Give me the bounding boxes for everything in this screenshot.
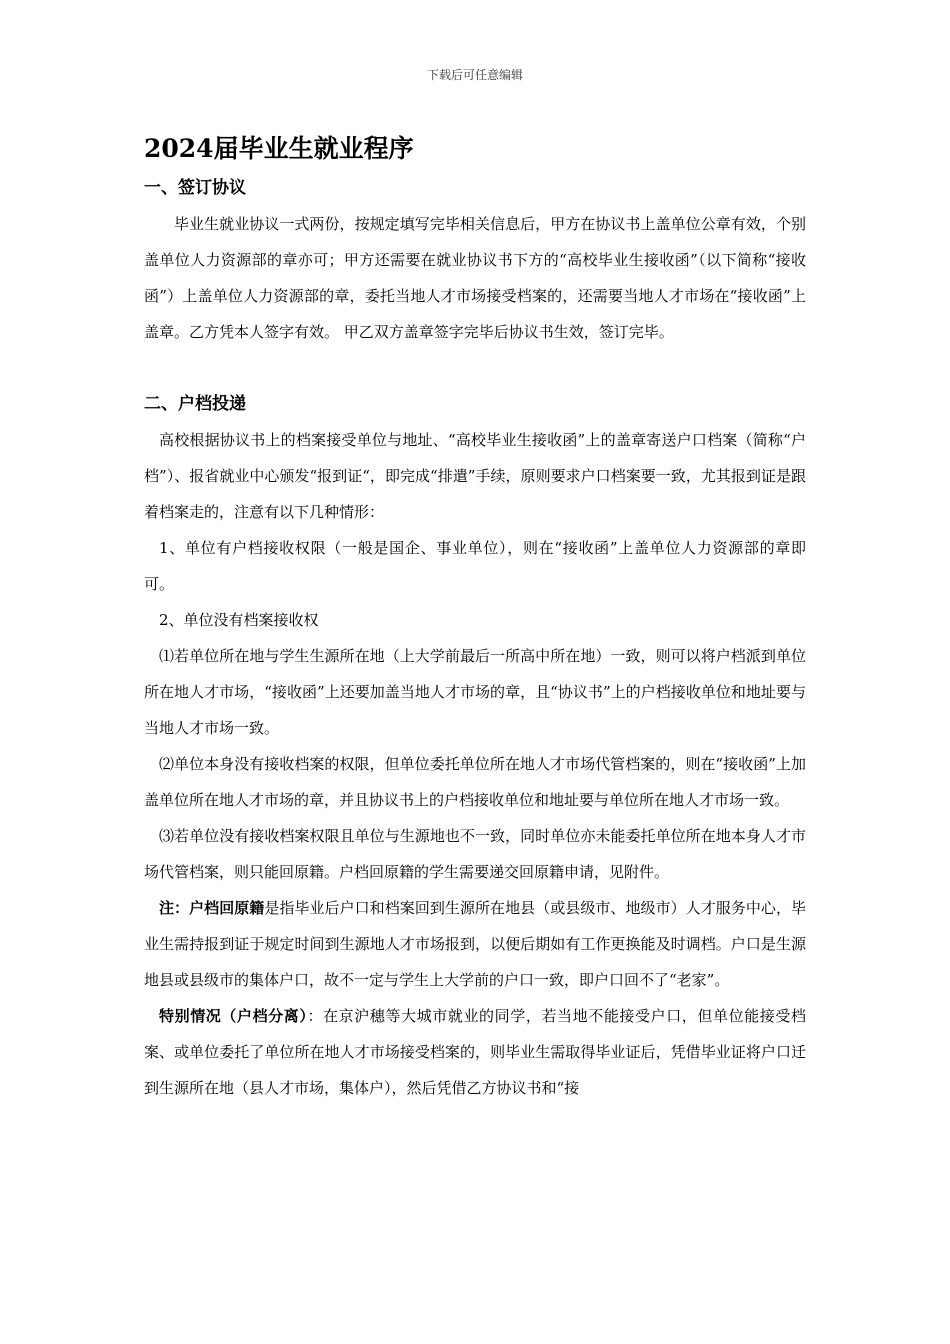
special-case-paragraph bbox=[144, 998, 806, 1106]
document-title: 2024届毕业生就业程序 bbox=[144, 134, 414, 163]
section-heading-file-delivery: 二、户档投递 bbox=[144, 394, 246, 414]
paragraph-sign-agreement: 毕业生就业协议一式两份，按规定填写完毕相关信息后，甲方在协议书上盖单位公章有效，个别盖单位人力资源部的章亦可；甲方还需要在就业协议书下方的“高校毕业生接收函”（以下简称“接收函”）上盖单位人力资源部的章，委托当地人才市场接受档案的，还需要当地人才市场在“接收函”上盖章。乙方凭本人签字有效。 甲乙双方盖章签字完毕后协议书生效，签订完毕。 bbox=[144, 215, 806, 341]
document-body bbox=[144, 128, 806, 1106]
sub-item-3: ⑶若单位没有接收档案权限且单位与生源地也不一致，同时单位亦未能委托单位所在地本身人才市场代管档案，则只能回原籍。户档回原籍的学生需要递交回原籍申请，见附件。 bbox=[144, 827, 806, 881]
list-item-2: 2、单位没有档案接收权 bbox=[159, 611, 319, 629]
note-text: 是指毕业后户口和档案回到生源所在地县（或县级市、地级市）人才服务中心，毕业生需持报到证于规定时间到生源地人才市场报到，以便后期如有工作更换能及时调档。户口是生源地县或县级市的集体户口，故不一定与学生上大学前的户口一致，即户口回不了“老家”。 bbox=[144, 899, 806, 989]
note-label: 注：户档回原籍 bbox=[159, 899, 265, 917]
sub-item-1: ⑴若单位所在地与学生生源所在地（上大学前最后一所高中所在地）一致，则可以将户档派到单位所在地人才市场，“接收函”上还要加盖当地人才市场的章，且“协议书”上的户档接收单位和地址要与当地人才市场一致。 bbox=[144, 647, 806, 737]
section-heading-sign-agreement: 一、签订协议 bbox=[144, 178, 246, 198]
paragraph-file-delivery-intro: 高校根据协议书上的档案接受单位与地址、“高校毕业生接收函”上的盖章寄送户口档案（简称“户档”）、报省就业中心颁发“报到证“，即完成“排遣”手续，原则要求户口档案要一致，尤其报到证是跟着档案走的，注意有以下几种情形： bbox=[144, 431, 806, 521]
special-case-text: ：在京沪穗等大城市就业的同学，若当地不能接受户口，但单位能接受档案、或单位委托了单位所在地人才市场接受档案的，则毕业生需取得毕业证后，凭借毕业证将户口迁到生源所在地（县人才市场，集体户），然后凭借乙方协议书和“接 bbox=[144, 1007, 806, 1097]
sub-item-2: ⑵单位本身没有接收档案的权限，但单位委托单位所在地人才市场代管档案的，则在“接收函”上加盖单位所在地人才市场的章，并且协议书上的户档接收单位和地址要与单位所在地人才市场一致。 bbox=[144, 755, 806, 809]
list-item-1: 1、单位有户档接收权限（一般是国企、事业单位），则在“接收函”上盖单位人力资源部的章即可。 bbox=[144, 539, 806, 593]
page-header: 下载后可任意编辑 bbox=[426, 68, 523, 82]
note-paragraph bbox=[144, 890, 806, 998]
spacer bbox=[144, 350, 806, 386]
special-case-label: 特别情况（户档分离） bbox=[159, 1007, 308, 1025]
